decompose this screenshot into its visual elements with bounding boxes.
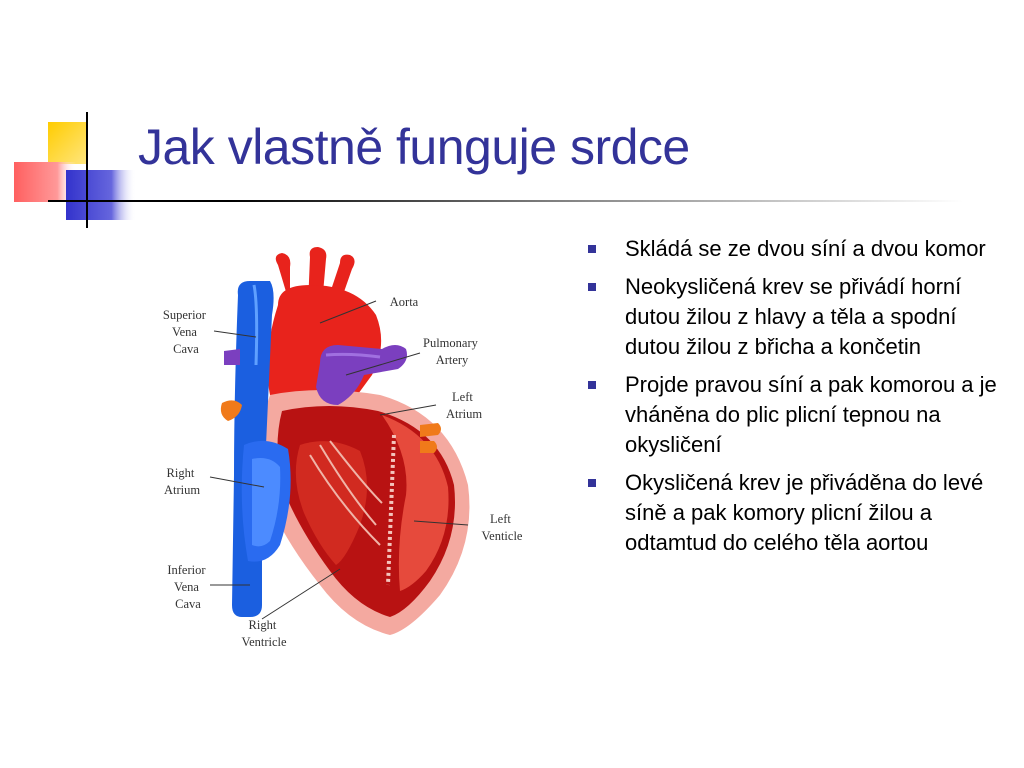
square-bullet-icon — [588, 479, 596, 487]
square-bullet-icon — [588, 381, 596, 389]
yellow-square — [48, 122, 88, 164]
slide-title: Jak vlastně funguje srdce — [138, 119, 690, 175]
bullet-item — [588, 468, 1013, 558]
title-underline — [48, 200, 963, 202]
label-inferior-vena-cava: Inferior Vena Cava — [167, 563, 206, 611]
decorative-corner-squares — [0, 0, 150, 240]
label-right-atrium: Right Atrium — [163, 466, 201, 497]
bullet-item — [588, 234, 1013, 264]
label-left-atrium: Left Atrium — [445, 390, 483, 421]
label-superior-vena-cava: Superior Vena Cava — [162, 308, 206, 356]
label-pulmonary-artery: Pulmonary Artery — [423, 336, 478, 367]
label-left-ventricle: Left Venticle — [481, 512, 523, 543]
bullet-item — [588, 370, 1013, 460]
heart-diagram — [150, 245, 540, 665]
blue-square — [66, 170, 136, 220]
square-bullet-icon — [588, 283, 596, 291]
bullet-item — [588, 272, 1013, 362]
bullet-text: Okysličená krev je přiváděna do levé síně a pak komory plicní žilou a odtamtud do celého těla aortou — [625, 470, 984, 555]
bullet-list — [588, 234, 1013, 566]
bullet-text: Projde pravou síní a pak komorou a je vháněna do plic plicní tepnou na okysličení — [625, 372, 997, 457]
label-right-ventricle: Right Ventricle — [241, 618, 287, 649]
bullet-text: Skládá se ze dvou síní a dvou komor — [625, 236, 986, 261]
label-aorta: Aorta — [389, 295, 419, 309]
bullet-text: Neokysličená krev se přivádí horní dutou žilou z hlavy a těla a spodní dutou žilou z břicha a končetin — [625, 274, 962, 359]
square-bullet-icon — [588, 245, 596, 253]
